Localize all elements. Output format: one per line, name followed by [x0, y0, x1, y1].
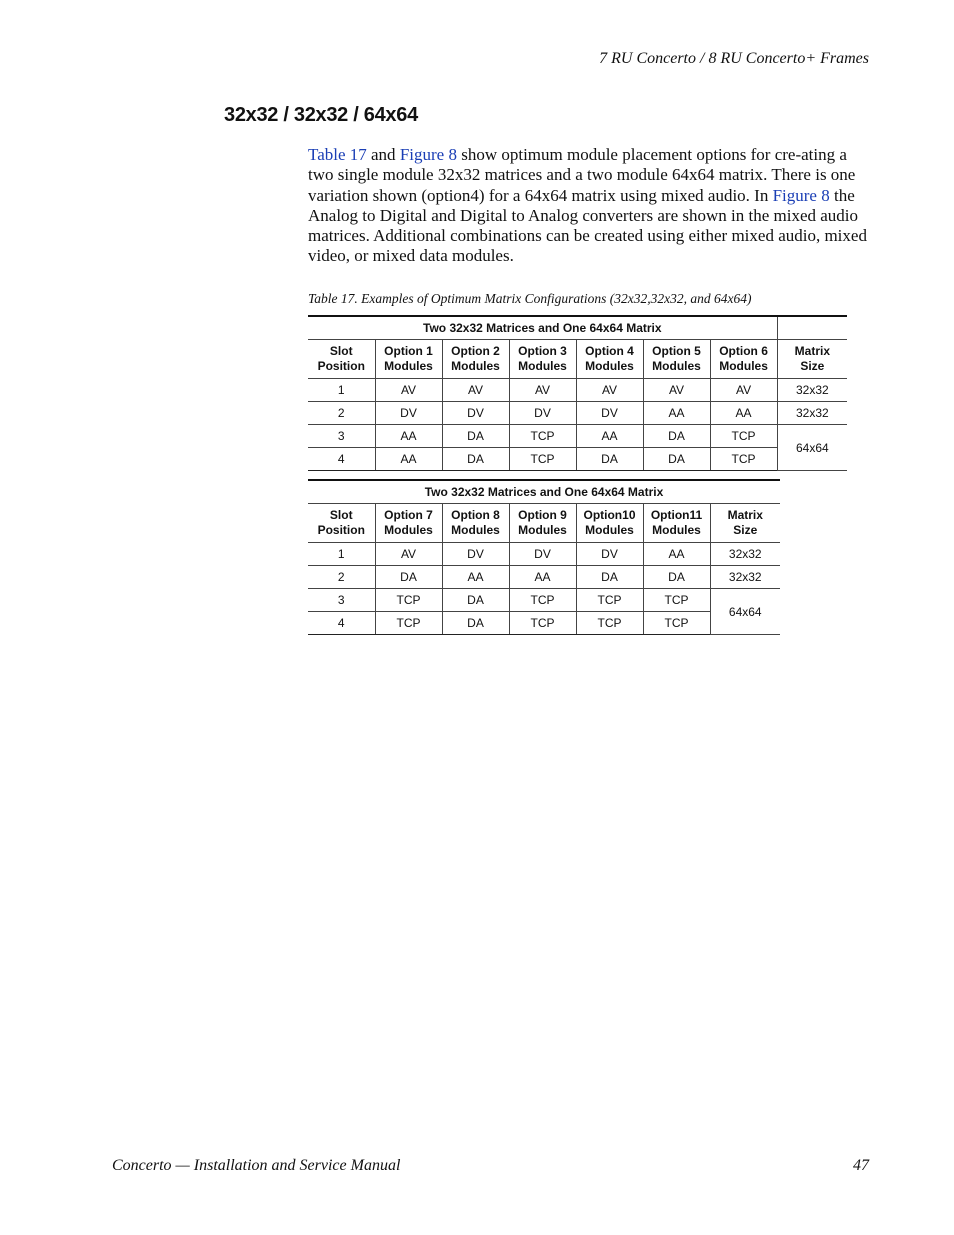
table-cell: TCP	[509, 612, 576, 635]
table-cell: TCP	[576, 612, 643, 635]
table-cell: DA	[442, 612, 509, 635]
body-paragraph	[308, 145, 870, 267]
paragraph-text: the Analog to Digital and Digital to Analog converters are shown in the mixed audio matrices. Additional combinations can be created using either mixed audio, mixed video, or mixed data modules.	[308, 185, 867, 266]
table-cell: 1	[308, 543, 375, 566]
table-cell: DA	[442, 589, 509, 612]
header-option-2: Option 2 Modules	[442, 340, 509, 379]
table-row	[308, 425, 847, 448]
header-matrix-size: Matrix Size	[710, 504, 780, 543]
table-cell: DA	[643, 425, 710, 448]
table-cell: AA	[643, 543, 710, 566]
header-option-10: Option10 Modules	[576, 504, 643, 543]
header-slot-position: Slot Position	[308, 340, 375, 379]
table-cell: DA	[442, 448, 509, 471]
link-figure-8-second[interactable]: Figure 8	[772, 185, 830, 205]
table-header-row	[308, 504, 780, 543]
table-cell: DA	[643, 448, 710, 471]
table-cell: DA	[442, 425, 509, 448]
link-table-17[interactable]: Table 17	[308, 145, 367, 164]
table-cell: AA	[375, 425, 442, 448]
table-cell: TCP	[576, 589, 643, 612]
table-cell: TCP	[509, 425, 576, 448]
table-row	[308, 379, 847, 402]
table-row	[308, 543, 780, 566]
table-cell: 3	[308, 425, 375, 448]
header-option-8: Option 8 Modules	[442, 504, 509, 543]
table-cell: TCP	[710, 425, 777, 448]
header-option-1: Option 1 Modules	[375, 340, 442, 379]
table-title-row	[308, 316, 847, 340]
table-cell: TCP	[643, 589, 710, 612]
table-cell: AV	[509, 379, 576, 402]
table-cell: 2	[308, 566, 375, 589]
table-cell: AV	[643, 379, 710, 402]
matrix-options-table-2	[308, 479, 780, 635]
table-cell: DV	[576, 543, 643, 566]
table-cell: 32x32	[710, 566, 780, 589]
table-cell: AV	[375, 379, 442, 402]
table-cell: 3	[308, 589, 375, 612]
table-title-blank	[777, 316, 847, 340]
table-cell-merged: 64x64	[710, 589, 780, 635]
table-cell: AA	[375, 448, 442, 471]
table-cell: DA	[375, 566, 442, 589]
table-cell: TCP	[375, 612, 442, 635]
table-cell: DV	[375, 402, 442, 425]
table-cell: AV	[576, 379, 643, 402]
table-cell: DV	[442, 543, 509, 566]
paragraph-text: and	[366, 145, 400, 164]
table-cell: AA	[710, 402, 777, 425]
header-option-7: Option 7 Modules	[375, 504, 442, 543]
footer-manual-title: Concerto — Installation and Service Manual	[112, 1157, 401, 1174]
table-cell: DV	[509, 543, 576, 566]
table-cell: AA	[509, 566, 576, 589]
running-head: 7 RU Concerto / 8 RU Concerto+ Frames	[599, 50, 869, 67]
table-row	[308, 566, 780, 589]
header-slot-position: Slot Position	[308, 504, 375, 543]
table-cell: AV	[442, 379, 509, 402]
header-matrix-size: Matrix Size	[777, 340, 847, 379]
table-cell: TCP	[643, 612, 710, 635]
section-title: 32x32 / 32x32 / 64x64	[224, 104, 418, 126]
header-option-11: Option11 Modules	[643, 504, 710, 543]
table-cell: 4	[308, 448, 375, 471]
table-title-row	[308, 480, 780, 504]
table-cell: 32x32	[777, 379, 847, 402]
header-option-3: Option 3 Modules	[509, 340, 576, 379]
table-row	[308, 589, 780, 612]
table-row	[308, 612, 780, 635]
table-cell: AV	[710, 379, 777, 402]
table-cell: DV	[509, 402, 576, 425]
table-cell: AA	[576, 425, 643, 448]
table-cell: AV	[375, 543, 442, 566]
link-figure-8[interactable]: Figure 8	[399, 145, 457, 164]
table-cell: 32x32	[710, 543, 780, 566]
table-cell: 32x32	[777, 402, 847, 425]
table-row	[308, 402, 847, 425]
table-cell: DA	[576, 448, 643, 471]
header-option-9: Option 9 Modules	[509, 504, 576, 543]
table-cell: 4	[308, 612, 375, 635]
table-cell: 1	[308, 379, 375, 402]
table-cell: 2	[308, 402, 375, 425]
table-cell: TCP	[375, 589, 442, 612]
table-cell-merged: 64x64	[777, 425, 847, 471]
table-row	[308, 448, 847, 471]
matrix-options-table-1	[308, 315, 847, 471]
table-cell: TCP	[509, 448, 576, 471]
table-header-row	[308, 340, 847, 379]
header-option-6: Option 6 Modules	[710, 340, 777, 379]
table-cell: TCP	[710, 448, 777, 471]
header-option-4: Option 4 Modules	[576, 340, 643, 379]
table-cell: AA	[442, 566, 509, 589]
header-option-5: Option 5 Modules	[643, 340, 710, 379]
table-cell: DV	[442, 402, 509, 425]
table-title: Two 32x32 Matrices and One 64x64 Matrix	[308, 316, 777, 340]
table-cell: DA	[576, 566, 643, 589]
footer-page-number: 47	[853, 1157, 869, 1174]
table-cell: AA	[643, 402, 710, 425]
table-caption: Table 17. Examples of Optimum Matrix Configurations (32x32,32x32, and 64x64)	[308, 291, 752, 306]
table-cell: DV	[576, 402, 643, 425]
paragraph-text: show optimum module placement options for cre-ating a two single module 32x32 matrices and a two module 64x64 matrix. There is one variation shown (option4) for a 64x64 matrix using mixed audio. In	[308, 145, 856, 205]
table-title: Two 32x32 Matrices and One 64x64 Matrix	[308, 480, 780, 504]
table-cell: TCP	[509, 589, 576, 612]
table-cell: DA	[643, 566, 710, 589]
